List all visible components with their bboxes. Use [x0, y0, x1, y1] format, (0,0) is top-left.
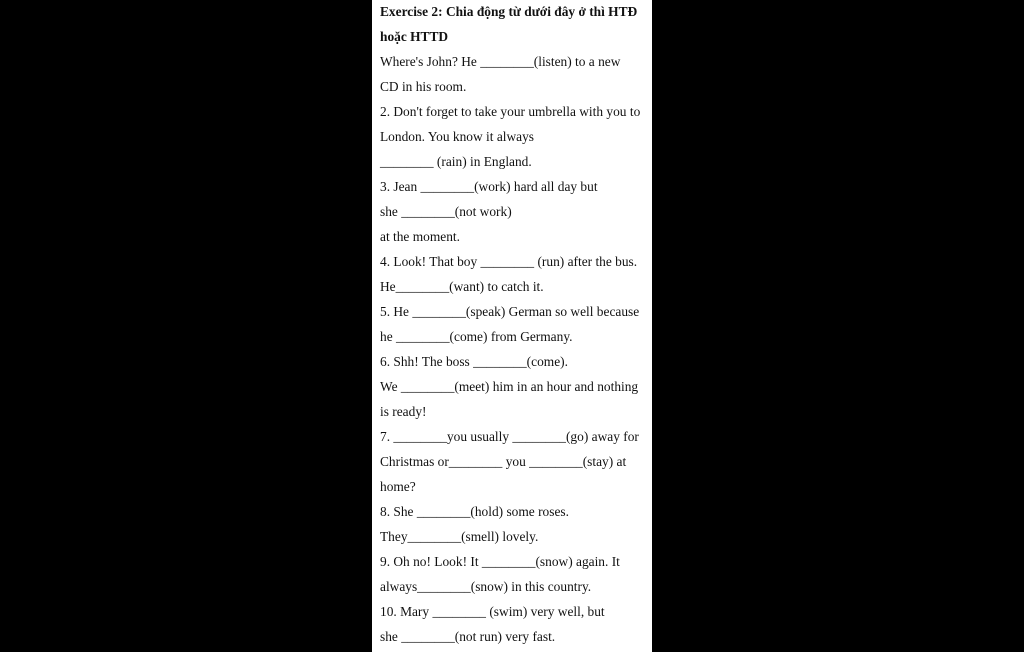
- exercise-line: They________(smell) lovely.: [380, 529, 539, 544]
- exercise-line: We ________(meet) him in an hour and nothing: [380, 379, 639, 394]
- exercise-line: 3. Jean ________(work) hard all day but: [380, 179, 598, 194]
- exercise-line: 4. Look! That boy ________ (run) after the bus.: [380, 254, 638, 269]
- exercise-line: 5. He ________(speak) German so well because: [380, 304, 640, 319]
- exercise-line: 10. Mary ________ (swim) very well, but: [380, 604, 605, 619]
- exercise-line: 6. Shh! The boss ________(come).: [380, 354, 568, 369]
- document-page: [372, 0, 652, 652]
- exercise-line: 8. She ________(hold) some roses.: [380, 504, 569, 519]
- exercise-title-line-2: hoặc HTTD: [380, 29, 449, 44]
- exercise-line: at the moment.: [380, 229, 460, 244]
- exercise-line: is ready!: [380, 404, 427, 419]
- exercise-line: 2. Don't forget to take your umbrella with you to: [380, 104, 641, 119]
- exercise-line: ________ (rain) in England.: [380, 154, 532, 169]
- exercise-line: home?: [380, 479, 416, 494]
- exercise-line: she ________(not run) very fast.: [380, 629, 556, 644]
- exercise-line: CD in his room.: [380, 79, 467, 94]
- exercise-line: Where's John? He ________(listen) to a new: [380, 54, 621, 69]
- exercise-line: 7. ________you usually ________(go) away for: [380, 429, 639, 444]
- exercise-title-line-1: Exercise 2: Chia động từ dưới đây ở thì HTĐ: [380, 4, 638, 19]
- exercise-line: always________(snow) in this country.: [380, 579, 592, 594]
- exercise-line: he ________(come) from Germany.: [380, 329, 573, 344]
- exercise-line: London. You know it always: [380, 129, 534, 144]
- exercise-line: Christmas or________ you ________(stay) at: [380, 454, 627, 469]
- exercise-line: He________(want) to catch it.: [380, 279, 544, 294]
- exercise-line: 9. Oh no! Look! It ________(snow) again. It: [380, 554, 620, 569]
- exercise-line: she ________(not work): [380, 204, 512, 219]
